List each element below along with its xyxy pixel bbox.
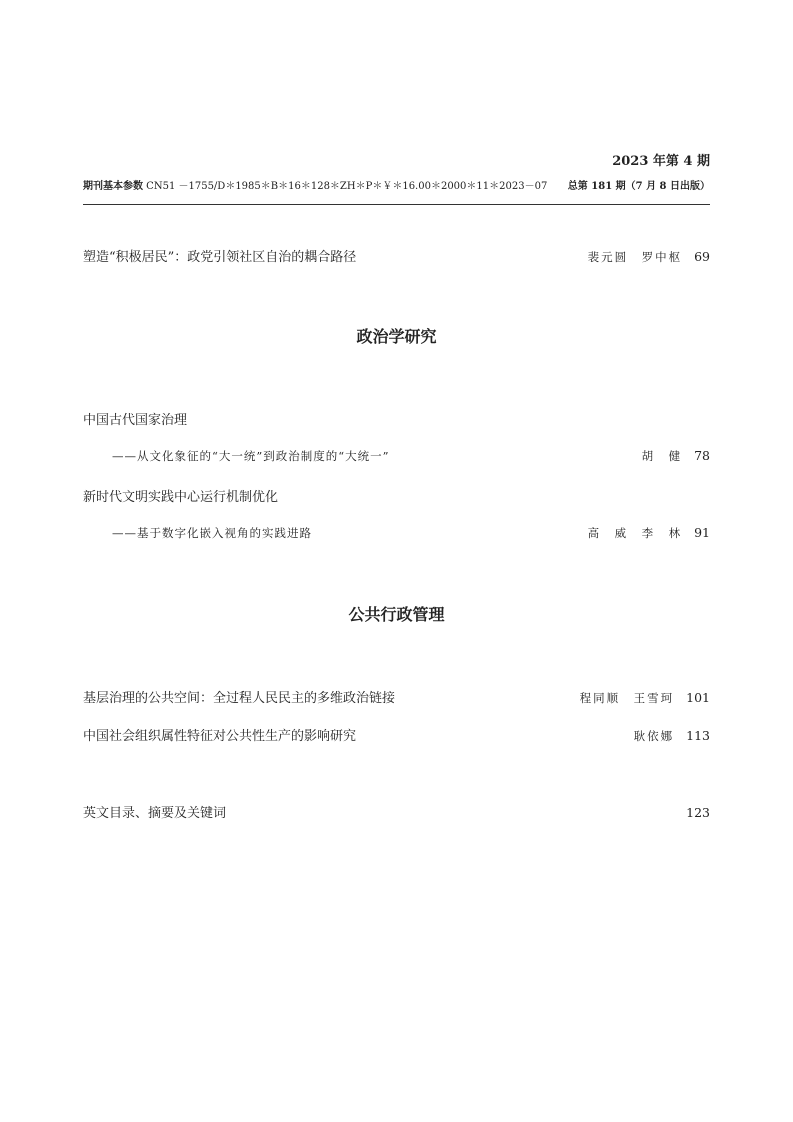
entry-authors: 高 威 李 林	[587, 526, 683, 540]
entry-page: 113	[686, 728, 710, 743]
toc-entry[interactable]	[83, 486, 710, 505]
entry-authors: 耿依娜	[633, 729, 675, 743]
entry-title: 新时代文明实践中心运行机制优化	[83, 490, 279, 505]
issue-number: 2023 年第 4 期	[612, 154, 710, 169]
entry-title: 中国社会组织属性特征对公共性生产的影响研究	[83, 729, 357, 744]
entry-title: 基层治理的公共空间：全过程人民民主的多维政治链接	[83, 691, 396, 706]
entry-subtitle: ——基于数字化嵌入视角的实践进路	[112, 526, 312, 540]
journal-parameters-row	[83, 177, 710, 192]
toc-entry-subtitle-row	[112, 525, 710, 541]
journal-parameters	[83, 177, 547, 192]
header-divider	[83, 204, 710, 205]
section-heading: 公共行政管理	[348, 605, 445, 624]
entry-authors: 程同顺 王雪珂	[579, 691, 675, 705]
entry-page: 123	[686, 805, 710, 820]
parameters-values: CN51 －1755/D＊1985＊B＊16＊128＊ZH＊P＊￥＊16.00＊2000＊11＊2023－07	[143, 181, 548, 192]
toc-entry[interactable]	[83, 725, 710, 744]
entry-title: 英文目录、摘要及关键词	[83, 806, 227, 821]
entry-title: 塑造“积极居民”：政党引领社区自治的耦合路径	[83, 250, 357, 265]
toc-entry[interactable]	[83, 802, 710, 821]
entry-title: 中国古代国家治理	[83, 413, 188, 428]
entry-authors: 裴元圆 罗中枢	[587, 250, 683, 264]
entry-subtitle: ——从文化象征的“大一统”到政治制度的“大统一”	[112, 449, 390, 463]
total-issue: 总第 181 期（7 月 8 日出版）	[567, 181, 710, 192]
entry-page: 78	[694, 448, 710, 463]
parameters-label: 期刊基本参数	[83, 181, 143, 192]
toc-entry-subtitle-row	[112, 448, 710, 464]
toc-entry[interactable]	[83, 687, 710, 706]
entry-page: 101	[686, 690, 710, 705]
entry-page: 91	[694, 525, 710, 540]
section-heading: 政治学研究	[356, 327, 437, 346]
entry-authors: 胡 健	[641, 449, 683, 463]
entry-page: 69	[694, 249, 710, 264]
toc-entry[interactable]	[83, 246, 710, 265]
toc-entry[interactable]	[83, 409, 710, 428]
